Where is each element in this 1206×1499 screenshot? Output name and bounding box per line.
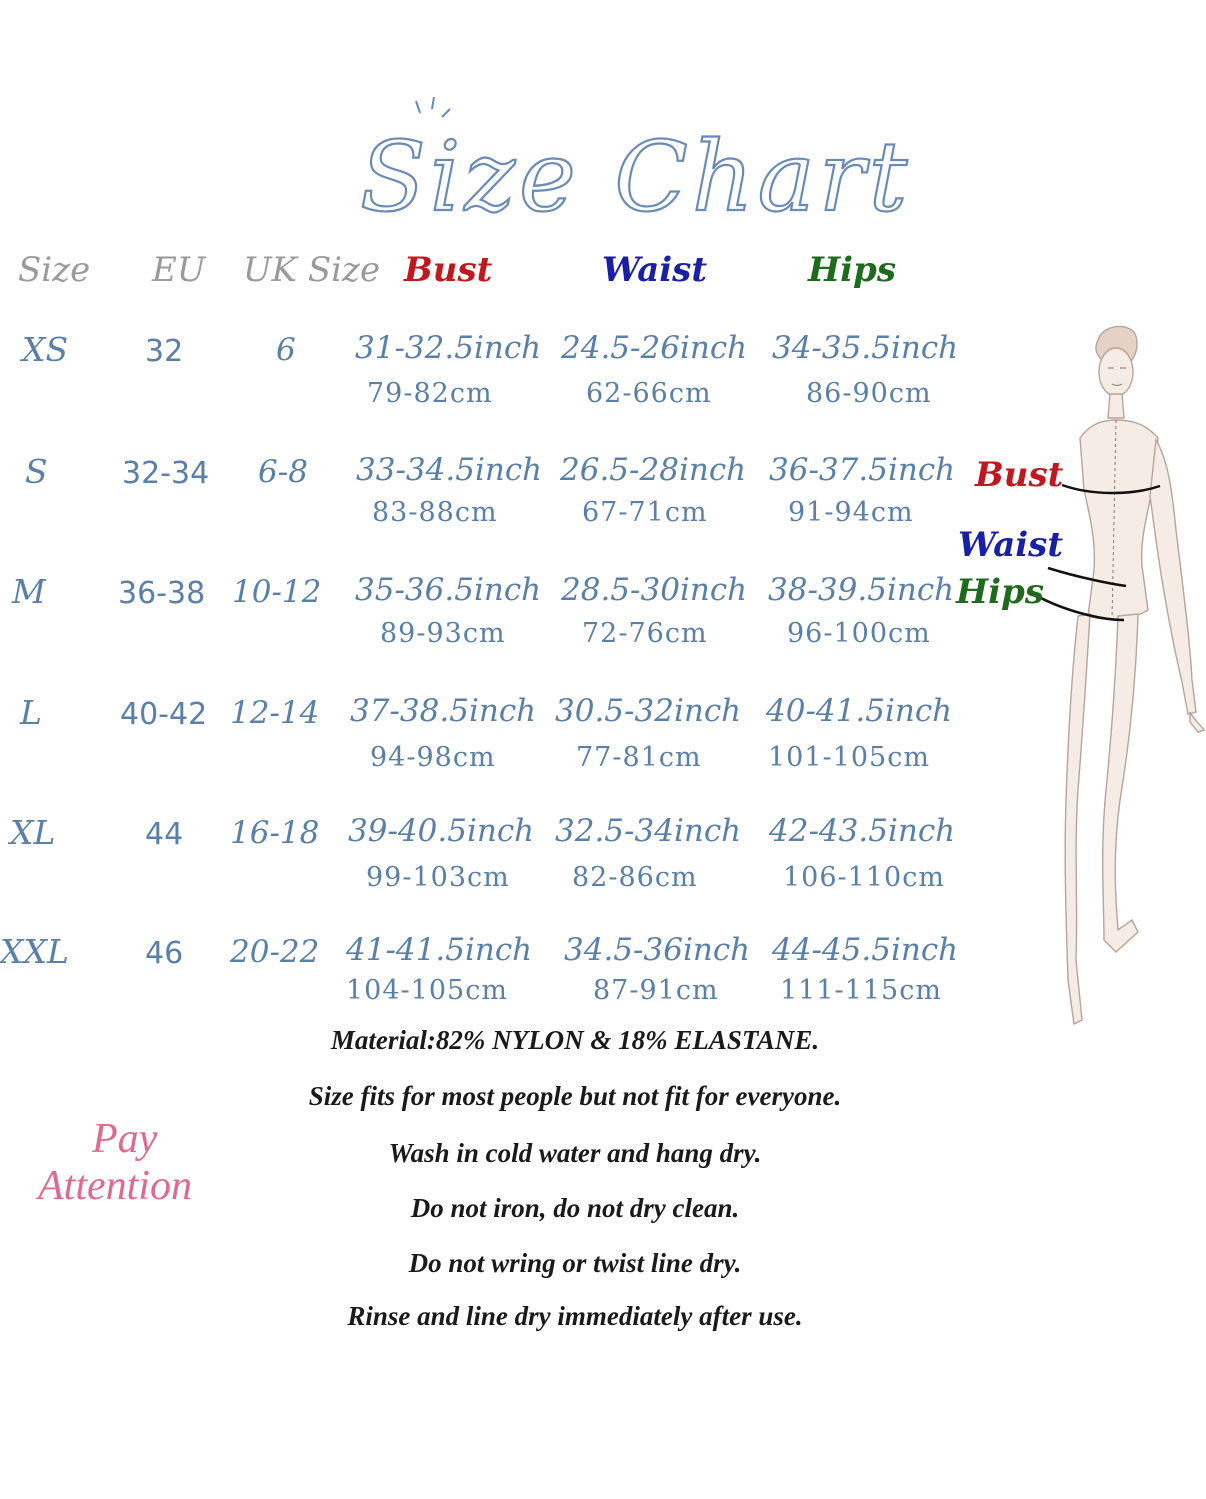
eu-cell: 40-42 — [120, 697, 208, 732]
note-no-iron: Do not iron, do not dry clean. — [410, 1193, 740, 1223]
uk-cell: 6-8 — [258, 454, 308, 490]
eu-cell: 36-38 — [118, 576, 206, 611]
waist-inch-cell: 28.5-30inch — [561, 572, 748, 608]
hips-inch-cell: 36-37.5inch — [769, 452, 956, 488]
bust-inch-cell: 31-32.5inch — [355, 330, 542, 366]
figure-label-waist: Waist — [958, 525, 1064, 565]
bust-inch-cell: 39-40.5inch — [348, 813, 535, 849]
pay-attention-line2: Attention — [38, 1163, 192, 1209]
note-material: Material:82% NYLON & 18% ELASTANE. — [330, 1025, 820, 1055]
size-cell: XS — [22, 330, 69, 369]
eu-cell: 46 — [145, 936, 184, 971]
sparkle-icon — [416, 97, 450, 117]
note-wash: Wash in cold water and hang dry. — [388, 1138, 762, 1168]
size-cell: XXL — [0, 932, 69, 971]
hips-cm-cell: 106-110cm — [783, 862, 945, 893]
uk-cell: 12-14 — [230, 695, 320, 731]
header-uk-size: UK Size — [243, 250, 381, 290]
bust-inch-cell: 41-41.5inch — [346, 932, 533, 968]
hips-cm-cell: 86-90cm — [806, 378, 932, 409]
hips-cm-cell: 96-100cm — [787, 618, 931, 649]
bust-cm-cell: 83-88cm — [372, 497, 498, 528]
bust-cm-cell: 94-98cm — [370, 742, 496, 773]
waist-inch-cell: 32.5-34inch — [555, 813, 742, 849]
hips-cm-cell: 111-115cm — [780, 975, 942, 1006]
body-measurement-figure — [1020, 320, 1206, 1040]
hips-inch-cell: 40-41.5inch — [766, 693, 953, 729]
waist-cm-cell: 72-76cm — [582, 618, 708, 649]
header-eu: EU — [152, 250, 206, 290]
waist-cm-cell: 87-91cm — [593, 975, 719, 1006]
note-size-fit: Size fits for most people but not fit for everyone. — [308, 1081, 842, 1111]
eu-cell: 32 — [145, 334, 184, 369]
eu-cell: 32-34 — [122, 456, 210, 491]
hips-inch-cell: 42-43.5inch — [769, 813, 956, 849]
hips-inch-cell: 34-35.5inch — [772, 330, 959, 366]
waist-cm-cell: 82-86cm — [572, 862, 698, 893]
size-cell: M — [12, 572, 46, 611]
waist-inch-cell: 24.5-26inch — [561, 330, 748, 366]
waist-inch-cell: 26.5-28inch — [560, 452, 747, 488]
size-cell: S — [25, 452, 48, 491]
note-rinse: Rinse and line dry immediately after use. — [347, 1301, 803, 1331]
header-size: Size — [18, 250, 91, 290]
waist-cm-cell: 77-81cm — [576, 742, 702, 773]
bust-inch-cell: 33-34.5inch — [356, 452, 543, 488]
bust-cm-cell: 99-103cm — [366, 862, 510, 893]
bust-cm-cell: 79-82cm — [367, 378, 493, 409]
hips-cm-cell: 101-105cm — [768, 742, 930, 773]
bust-inch-cell: 35-36.5inch — [355, 572, 542, 608]
header-bust: Bust — [404, 250, 493, 290]
size-chart-title — [350, 95, 912, 245]
figure-label-hips: Hips — [956, 572, 1044, 612]
eu-cell: 44 — [145, 817, 184, 852]
uk-cell: 10-12 — [232, 574, 322, 610]
pay-attention-line1: Pay — [92, 1116, 158, 1162]
bust-cm-cell: 104-105cm — [346, 975, 508, 1006]
note-no-wring: Do not wring or twist line dry. — [408, 1248, 742, 1278]
waist-inch-cell: 34.5-36inch — [564, 932, 751, 968]
bust-cm-cell: 89-93cm — [380, 618, 506, 649]
hips-inch-cell: 44-45.5inch — [772, 932, 959, 968]
hips-cm-cell: 91-94cm — [788, 497, 914, 528]
title-text: Size Chart — [360, 121, 912, 233]
uk-cell: 6 — [276, 332, 296, 368]
uk-cell: 20-22 — [230, 934, 320, 970]
size-cell: XL — [10, 813, 56, 852]
uk-cell: 16-18 — [230, 815, 320, 851]
header-waist: Waist — [602, 250, 708, 290]
header-hips: Hips — [808, 250, 896, 290]
figure-label-bust: Bust — [975, 455, 1064, 495]
waist-inch-cell: 30.5-32inch — [555, 693, 742, 729]
waist-cm-cell: 67-71cm — [582, 497, 708, 528]
size-cell: L — [20, 693, 42, 732]
bust-inch-cell: 37-38.5inch — [350, 693, 537, 729]
size-chart-title-art — [350, 95, 912, 245]
fashion-figure-illustration — [1020, 320, 1206, 1040]
waist-cm-cell: 62-66cm — [586, 378, 712, 409]
hips-inch-cell: 38-39.5inch — [768, 572, 955, 608]
